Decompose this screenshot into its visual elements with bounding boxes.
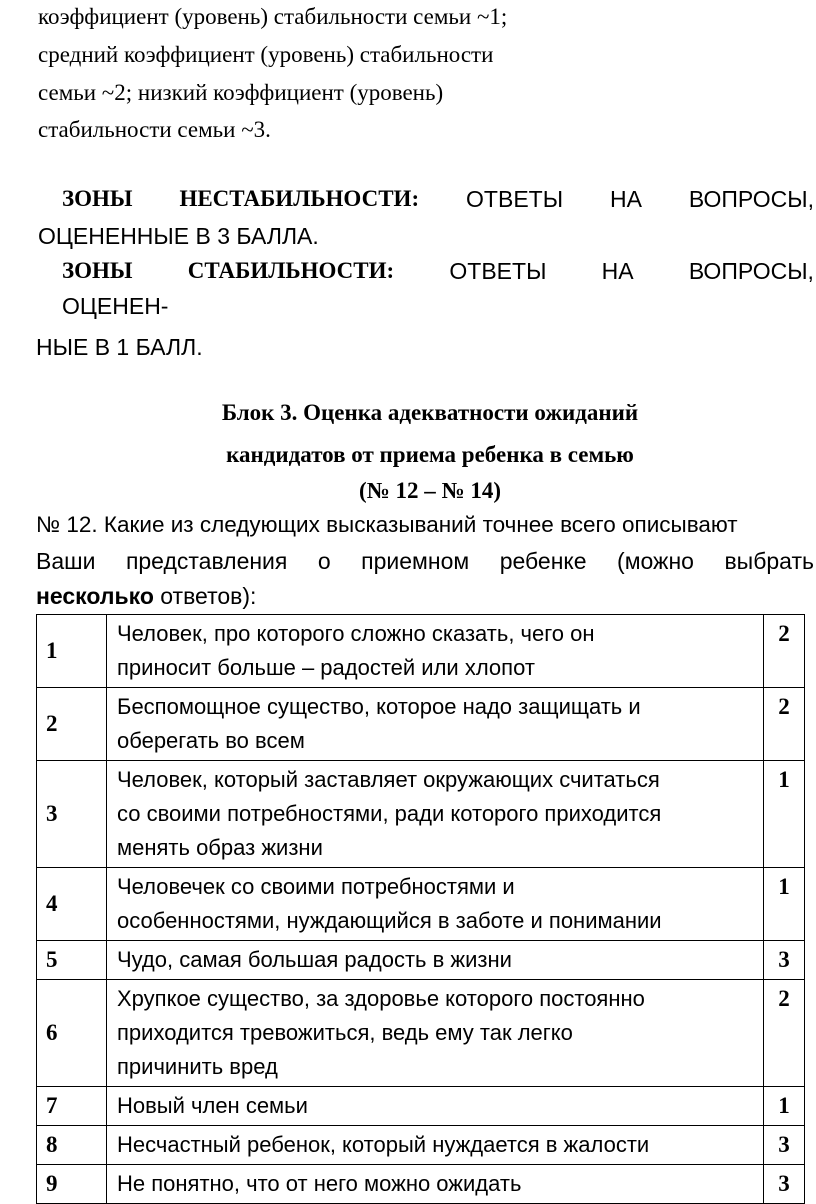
unstable-text-word-3: ВОПРОСЫ, <box>688 186 814 212</box>
answer-row <box>37 761 805 868</box>
stable-zone-line <box>62 256 814 286</box>
block-title-line-2: кандидатов от приема ребенка в семью <box>226 442 634 467</box>
question-word-3: о <box>317 548 331 574</box>
question-line-2 <box>36 546 814 576</box>
answer-score: 3 <box>764 1126 805 1165</box>
answer-score: 1 <box>764 761 805 868</box>
answer-text <box>107 761 764 868</box>
answer-row <box>37 980 805 1087</box>
question-word-6: (можно <box>617 548 694 574</box>
answer-score: 2 <box>764 688 805 761</box>
unstable-text-word-2: НА <box>610 186 642 212</box>
question-word-4: приемном <box>361 548 470 574</box>
question-word-1: Ваши <box>36 548 96 574</box>
stable-zone-continuation: ОЦЕНЕН- <box>62 293 169 319</box>
answer-score: 2 <box>764 980 805 1087</box>
answer-score: 2 <box>764 615 805 688</box>
answer-text-line: приходится тревожиться, ведь ему так легко <box>117 1020 573 1045</box>
stable-zone-continuation-2: НЫЕ В 1 БАЛЛ. <box>36 334 203 360</box>
answer-number: 7 <box>37 1087 107 1126</box>
answer-text <box>107 1126 764 1165</box>
question-word-7: выбрать <box>724 548 814 574</box>
answer-score: 3 <box>764 1165 805 1204</box>
answer-number: 3 <box>37 761 107 868</box>
answer-number: 1 <box>37 615 107 688</box>
answer-text <box>107 615 764 688</box>
answer-text-line: оберегать во всем <box>117 728 305 753</box>
answer-row <box>37 1165 805 1204</box>
answer-text-line: Несчастный ребенок, который нуждается в жалости <box>117 1132 650 1157</box>
answer-text-line: менять образ жизни <box>117 835 323 860</box>
answer-row <box>37 615 805 688</box>
block-title-line-3: (№ 12 – № 14) <box>358 478 502 503</box>
answer-text-line: причинить вред <box>117 1054 278 1079</box>
stable-label-word-1: ЗОНЫ <box>62 258 133 283</box>
answer-text-line: Не понятно, что от него можно ожидать <box>117 1171 522 1196</box>
stable-text-word-1: ОТВЕТЫ <box>449 258 547 284</box>
answer-text-line: приносит больше – радостей или хлопот <box>117 655 535 680</box>
answer-text <box>107 868 764 941</box>
intro-line-2: средний коэффициент (уровень) стабильности <box>38 42 494 67</box>
answer-text-line: Беспомощное существо, которое надо защищать и <box>117 694 641 719</box>
intro-line-3: семьи ~2; низкий коэффициент (уровень) <box>38 80 444 105</box>
answer-text-line: Человек, про которого сложно сказать, чего он <box>117 621 595 646</box>
answer-text <box>107 941 764 980</box>
answer-row <box>37 1126 805 1165</box>
unstable-text-word-1: ОТВЕТЫ <box>466 186 564 212</box>
unstable-zone-continuation: ОЦЕНЕННЫЕ В 3 БАЛЛА. <box>38 223 319 249</box>
intro-line-1: коэффициент (уровень) стабильности семьи ~1; <box>38 4 508 29</box>
question-line-1: № 12. Какие из следующих высказываний точнее всего описывают <box>36 512 738 537</box>
answer-text <box>107 980 764 1087</box>
answer-score: 1 <box>764 868 805 941</box>
answer-row <box>37 868 805 941</box>
answer-text <box>107 1087 764 1126</box>
answer-number: 9 <box>37 1165 107 1204</box>
answer-text-line: особенностями, нуждающийся в заботе и понимании <box>117 908 662 933</box>
answer-number: 8 <box>37 1126 107 1165</box>
answer-number: 2 <box>37 688 107 761</box>
answer-number: 6 <box>37 980 107 1087</box>
answer-text-line: Чудо, самая большая радость в жизни <box>117 947 512 972</box>
question-word-2: представления <box>125 548 288 574</box>
answer-row <box>37 1087 805 1126</box>
stable-text-word-2: НА <box>601 258 634 284</box>
answer-text <box>107 688 764 761</box>
stable-text-word-3: ВОПРОСЫ, <box>688 258 814 284</box>
answer-score: 3 <box>764 941 805 980</box>
unstable-zone-line <box>62 184 814 214</box>
question-emphasis: несколько <box>36 583 154 609</box>
answer-number: 5 <box>37 941 107 980</box>
answer-number: 4 <box>37 868 107 941</box>
intro-line-4: стабильности семьи ~3. <box>38 117 271 142</box>
question-line-3-rest: ответов): <box>153 583 257 609</box>
answers-table <box>36 614 805 1204</box>
answer-text-line: Человечек со своими потребностями и <box>117 874 515 899</box>
answer-row <box>37 688 805 761</box>
answer-text-line: Хрупкое существо, за здоровье которого постоянно <box>117 986 645 1011</box>
question-line-3 <box>36 581 256 611</box>
answer-text-line: Новый член семьи <box>117 1093 308 1118</box>
answer-text-line: со своими потребностями, ради которого приходится <box>117 801 662 826</box>
block-title-line-1: Блок 3. Оценка адекватности ожиданий <box>221 400 639 425</box>
answer-score: 1 <box>764 1087 805 1126</box>
answer-text <box>107 1165 764 1204</box>
unstable-label-word-1: ЗОНЫ <box>62 186 133 211</box>
answer-text-line: Человек, который заставляет окружающих считаться <box>117 767 660 792</box>
unstable-label-word-2: НЕСТАБИЛЬНОСТИ: <box>179 186 420 211</box>
stable-label-word-2: СТАБИЛЬНОСТИ: <box>187 258 395 283</box>
question-word-5: ребенке <box>499 548 587 574</box>
answer-row <box>37 941 805 980</box>
answers-table-body <box>37 615 805 1204</box>
